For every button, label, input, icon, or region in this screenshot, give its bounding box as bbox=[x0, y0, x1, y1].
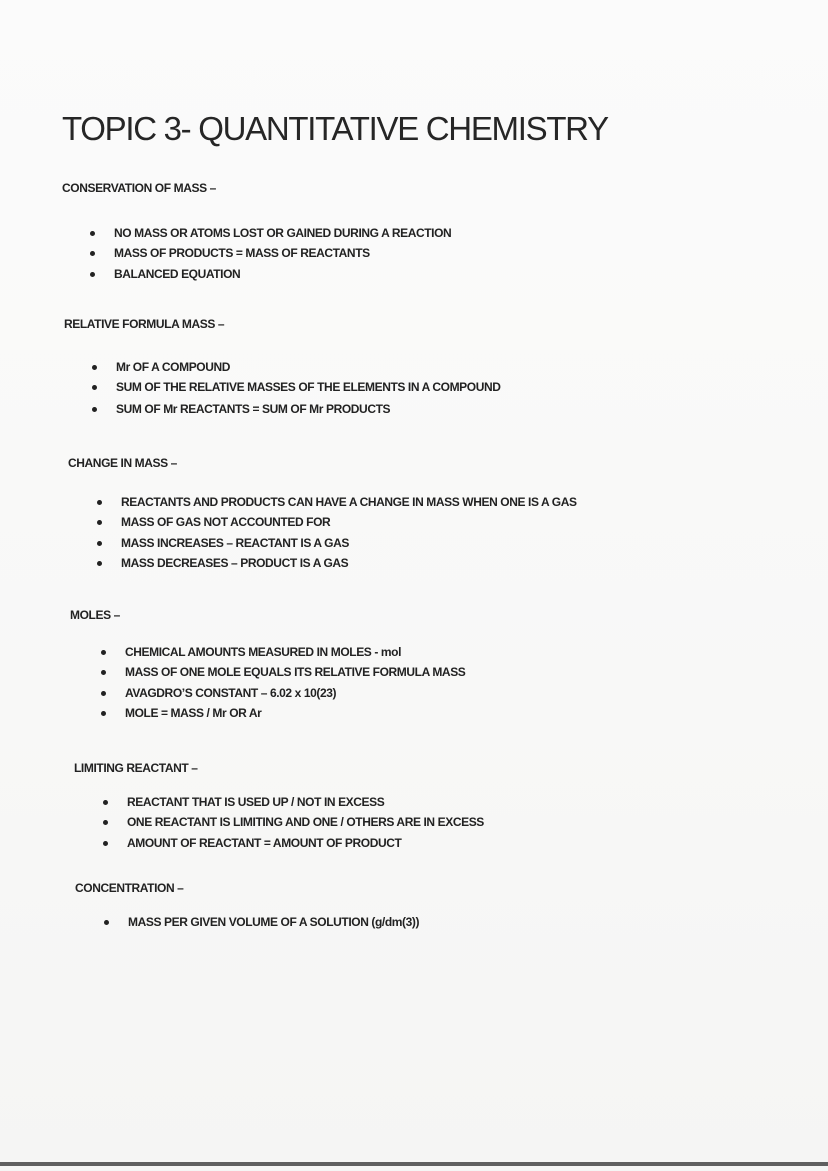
list-item-text: MASS DECREASES – PRODUCT IS A GAS bbox=[121, 555, 349, 570]
list-item-text: MASS INCREASES – REACTANT IS A GAS bbox=[121, 535, 349, 550]
list-item-text: MOLE = MASS / Mr OR Ar bbox=[125, 705, 262, 720]
list-item bbox=[97, 492, 577, 512]
list-item bbox=[92, 377, 501, 399]
list-item-text: CHEMICAL AMOUNTS MEASURED IN MOLES - mol bbox=[125, 645, 402, 659]
section-heading: CHANGE IN MASS – bbox=[68, 456, 177, 470]
bullet-icon bbox=[97, 520, 102, 525]
bullet-icon bbox=[97, 561, 102, 566]
section-conservation-of-mass bbox=[62, 181, 451, 284]
list-item bbox=[101, 683, 465, 703]
bullet-icon bbox=[101, 670, 106, 675]
list-item bbox=[103, 833, 484, 853]
list-item-text: NO MASS OR ATOMS LOST OR GAINED DURING A REACTION bbox=[114, 226, 452, 240]
section-heading: MOLES – bbox=[70, 608, 120, 622]
bullet-icon bbox=[92, 385, 97, 390]
section-moles bbox=[70, 608, 465, 723]
bullet-icon bbox=[92, 407, 97, 412]
list-item-text: ONE REACTANT IS LIMITING AND ONE / OTHERS ARE IN EXCESS bbox=[127, 815, 484, 830]
list-item bbox=[92, 399, 501, 419]
list-item-text: MASS OF GAS NOT ACCOUNTED FOR bbox=[121, 515, 331, 530]
bullet-icon bbox=[101, 711, 106, 716]
list-item-text: MASS PER GIVEN VOLUME OF A SOLUTION (g/dm(3)) bbox=[128, 915, 420, 929]
list-item bbox=[90, 264, 451, 284]
scan-edge-divider bbox=[0, 1162, 828, 1166]
list-item-text: MASS OF PRODUCTS = MASS OF REACTANTS bbox=[114, 246, 370, 261]
list-item bbox=[101, 662, 465, 682]
list-item-text: REACTANTS AND PRODUCTS CAN HAVE A CHANGE IN MASS WHEN ONE IS A GAS bbox=[121, 495, 577, 509]
list-item-text: MASS OF ONE MOLE EQUALS ITS RELATIVE FORMULA MASS bbox=[125, 665, 466, 680]
list-item bbox=[97, 512, 577, 532]
section-heading: CONCENTRATION – bbox=[75, 881, 184, 895]
list-item-text: REACTANT THAT IS USED UP / NOT IN EXCESS bbox=[127, 795, 385, 809]
list-item bbox=[101, 642, 465, 662]
section-heading: LIMITING REACTANT – bbox=[74, 761, 198, 775]
bullet-icon bbox=[101, 650, 106, 655]
section-change-in-mass bbox=[68, 456, 577, 573]
bullet-icon bbox=[90, 272, 95, 277]
bullet-icon bbox=[101, 691, 106, 696]
page-title: TOPIC 3- QUANTITATIVE CHEMISTRY bbox=[62, 110, 608, 147]
list-item bbox=[97, 553, 577, 573]
list-item bbox=[92, 357, 501, 377]
list-item bbox=[104, 912, 419, 932]
list-item-text: BALANCED EQUATION bbox=[114, 266, 241, 281]
list-item bbox=[97, 533, 577, 553]
section-limiting-reactant bbox=[74, 761, 484, 853]
bullet-icon bbox=[103, 820, 108, 825]
bullet-icon bbox=[97, 500, 102, 505]
list-item-text: SUM OF THE RELATIVE MASSES OF THE ELEMENTS IN A COMPOUND bbox=[116, 380, 501, 395]
bullet-icon bbox=[103, 800, 108, 805]
section-concentration bbox=[75, 881, 419, 932]
section-heading: CONSERVATION OF MASS – bbox=[62, 181, 216, 195]
bullet-icon bbox=[97, 541, 102, 546]
list-item bbox=[103, 792, 484, 812]
list-item-text: Mr OF A COMPOUND bbox=[116, 360, 231, 374]
section-heading: RELATIVE FORMULA MASS – bbox=[64, 317, 225, 331]
bullet-icon bbox=[104, 920, 109, 925]
list-item bbox=[90, 223, 451, 243]
bullet-icon bbox=[90, 251, 95, 256]
bullet-icon bbox=[92, 365, 97, 370]
list-item bbox=[103, 812, 484, 832]
list-item-text: AMOUNT OF REACTANT = AMOUNT OF PRODUCT bbox=[127, 835, 402, 850]
list-item bbox=[101, 703, 465, 723]
section-relative-formula-mass bbox=[64, 317, 501, 420]
bullet-icon bbox=[103, 841, 108, 846]
list-item-text: AVAGDRO’S CONSTANT – 6.02 x 10(23) bbox=[125, 685, 337, 700]
list-item bbox=[90, 243, 451, 263]
bullet-icon bbox=[90, 231, 95, 236]
list-item-text: SUM OF Mr REACTANTS = SUM OF Mr PRODUCTS bbox=[116, 402, 391, 417]
